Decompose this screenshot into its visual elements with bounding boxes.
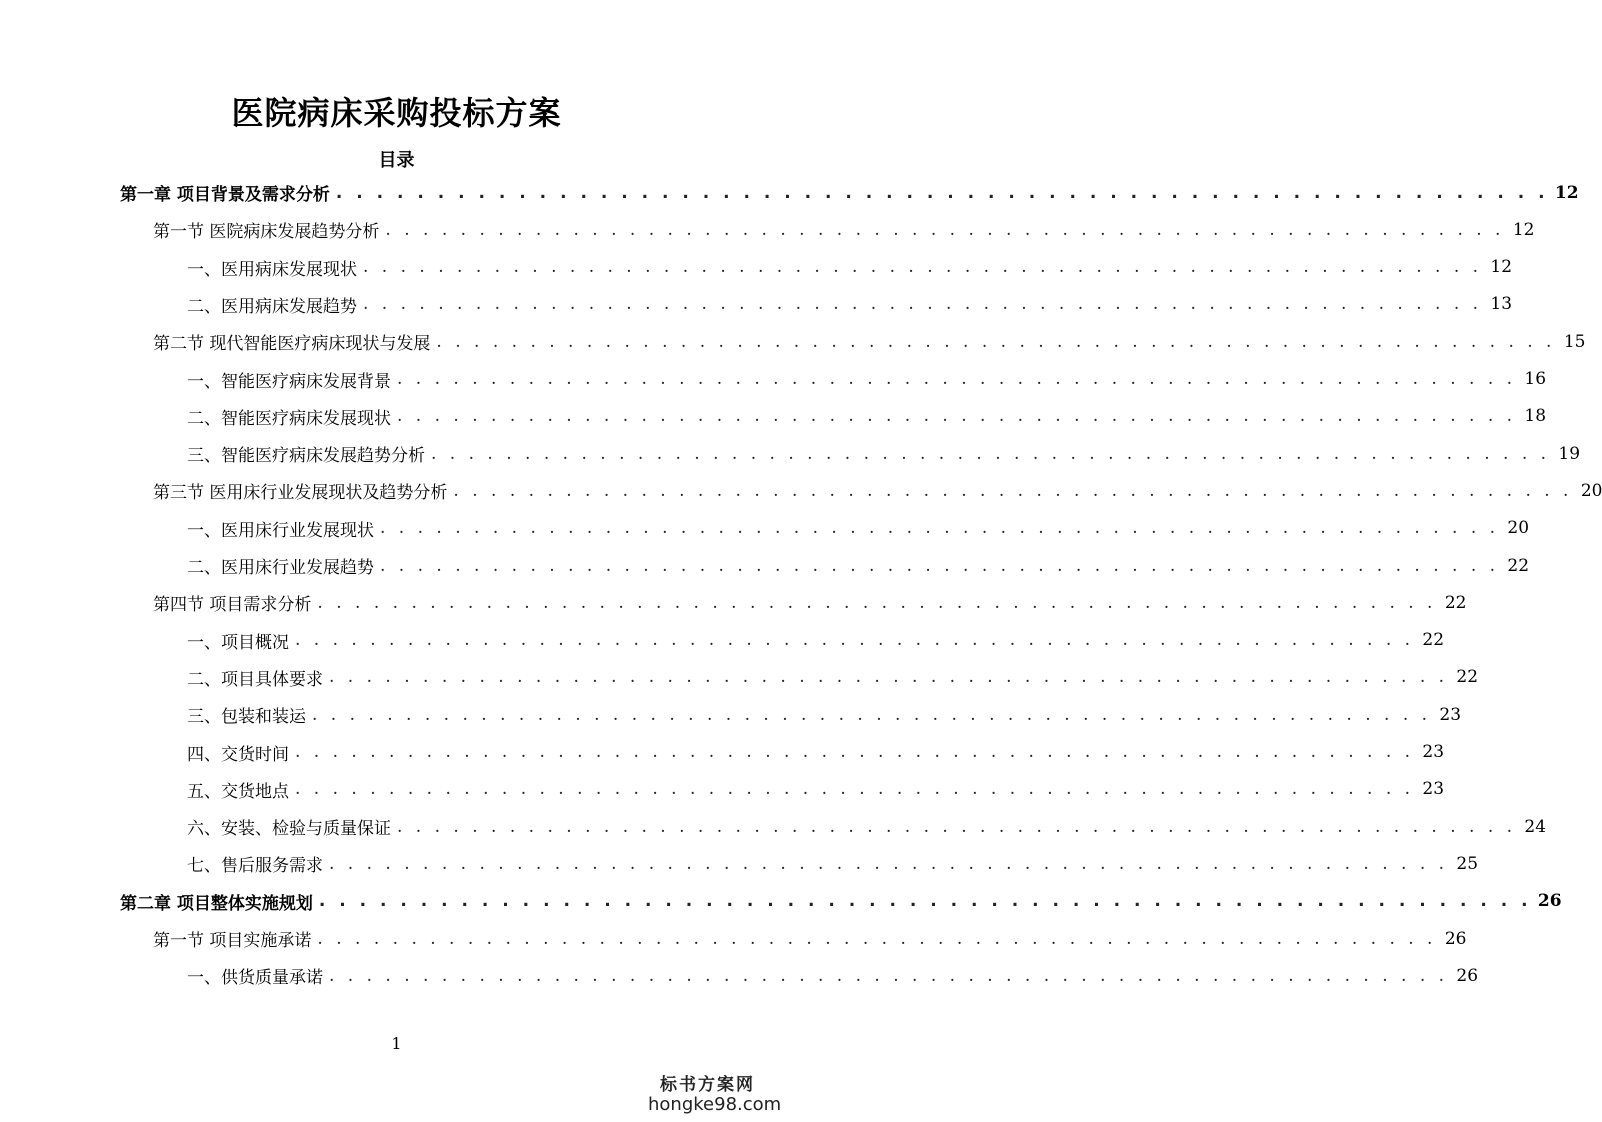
- toc-entry-label: 四、交货时间: [187, 744, 289, 765]
- toc-entry[interactable]: [187, 696, 1462, 733]
- toc-entry[interactable]: [187, 808, 1547, 845]
- toc-entry[interactable]: [153, 323, 1586, 360]
- page-number: 1: [391, 1034, 402, 1053]
- toc-entry-label: 第二章 项目整体实施规划: [120, 893, 313, 914]
- toc-entry-label: 一、项目概况: [187, 632, 289, 653]
- toc-entry-page: 22: [1422, 630, 1445, 651]
- toc-entry-page: 20: [1507, 518, 1530, 539]
- toc-leader-dots: . . . . . . . . . . . . . . . . . . . . . . . . . . . . . . . . . . . . . . . . . . . . . . . . . . . . . . . . . . . .: [335, 182, 1549, 203]
- toc-leader-dots: . . . . . . . . . . . . . . . . . . . . . . . . . . . . . . . . . . . . . . . . . . . . . . . . . . . . . . . . . . . .: [380, 555, 1500, 576]
- watermark-site-name: 标书方案网: [660, 1075, 755, 1095]
- toc-entry[interactable]: [187, 734, 1445, 771]
- toc-entry[interactable]: [153, 211, 1535, 248]
- toc-leader-dots: . . . . . . . . . . . . . . . . . . . . . . . . . . . . . . . . . . . . . . . . . . . . . . . . . . . . . . . . . . . .: [329, 965, 1449, 986]
- toc-entry-page: 22: [1507, 555, 1530, 576]
- toc-leader-dots: . . . . . . . . . . . . . . . . . . . . . . . . . . . . . . . . . . . . . . . . . . . . . . . . . . . . . . . . . . . .: [318, 891, 1532, 912]
- toc-leader-dots: . . . . . . . . . . . . . . . . . . . . . . . . . . . . . . . . . . . . . . . . . . . . . . . . . . . . . . . . . . . .: [317, 592, 1437, 613]
- toc-entry-label: 第一节 项目实施承诺: [153, 931, 312, 951]
- toc-leader-dots: . . . . . . . . . . . . . . . . . . . . . . . . . . . . . . . . . . . . . . . . . . . . . . . . . . . . . . . . . . . .: [397, 406, 1517, 427]
- toc-leader-dots: . . . . . . . . . . . . . . . . . . . . . . . . . . . . . . . . . . . . . . . . . . . . . . . . . . . . . . . . . . . .: [295, 630, 1415, 651]
- toc-entry-page: 20: [1580, 480, 1602, 501]
- toc-entry-label: 二、医用床行业发展趋势: [187, 558, 374, 578]
- toc-entry-label: 三、智能医疗病床发展趋势分析: [187, 446, 425, 467]
- toc-entry[interactable]: [187, 398, 1547, 435]
- toc-entry-page: 16: [1524, 369, 1547, 389]
- toc-leader-dots: . . . . . . . . . . . . . . . . . . . . . . . . . . . . . . . . . . . . . . . . . . . . . . . . . . . . . . . . . . . .: [295, 779, 1415, 800]
- toc-entry-label: 三、包装和装运: [187, 707, 306, 728]
- toc-entry-label: 一、供货质量承诺: [187, 968, 323, 989]
- toc-entry[interactable]: [187, 845, 1479, 882]
- toc-leader-dots: . . . . . . . . . . . . . . . . . . . . . . . . . . . . . . . . . . . . . . . . . . . . . . . . . . . . . . . . . . . .: [436, 331, 1556, 352]
- toc-leader-dots: . . . . . . . . . . . . . . . . . . . . . . . . . . . . . . . . . . . . . . . . . . . . . . . . . . . . . . . . . . . .: [363, 294, 1483, 315]
- toc-entry[interactable]: [187, 957, 1479, 994]
- toc-entry[interactable]: [187, 286, 1513, 323]
- toc-entry-label: 第二节 现代智能医疗病床现状与发展: [153, 334, 431, 355]
- toc-entry-page: 15: [1563, 331, 1586, 352]
- toc-entry-label: 一、医用病床发展现状: [187, 259, 357, 280]
- toc-entry-label: 第三节 医用床行业发展现状及趋势分析: [153, 483, 448, 504]
- toc-entry[interactable]: [187, 622, 1445, 659]
- toc-entry[interactable]: [187, 510, 1530, 547]
- toc-entry[interactable]: [187, 361, 1547, 398]
- toc-entry[interactable]: [187, 435, 1581, 472]
- toc-entry-page: 26: [1537, 891, 1562, 912]
- toc-leader-dots: . . . . . . . . . . . . . . . . . . . . . . . . . . . . . . . . . . . . . . . . . . . . . . . . . . . . . . . . . . . .: [363, 257, 1483, 278]
- toc-entry-page: 23: [1422, 742, 1445, 762]
- toc-leader-dots: . . . . . . . . . . . . . . . . . . . . . . . . . . . . . . . . . . . . . . . . . . . . . . . . . . . . . . . . . . . .: [397, 369, 1517, 389]
- toc-entry-page: 12: [1490, 257, 1513, 278]
- toc-leader-dots: . . . . . . . . . . . . . . . . . . . . . . . . . . . . . . . . . . . . . . . . . . . . . . . . . . . . . . . . . . . .: [317, 928, 1437, 949]
- toc-entry-page: 22: [1456, 667, 1479, 688]
- toc-entry-page: 26: [1444, 928, 1467, 949]
- toc-leader-dots: . . . . . . . . . . . . . . . . . . . . . . . . . . . . . . . . . . . . . . . . . . . . . . . . . . . . . . . . . . . .: [431, 443, 1551, 464]
- toc-entry-page: 23: [1439, 704, 1462, 725]
- toc-entry-label: 第一节 医院病床发展趋势分析: [153, 222, 380, 243]
- toc-entry-label: 第一章 项目背景及需求分析: [120, 185, 330, 205]
- toc-entry[interactable]: [153, 920, 1467, 957]
- toc-entry-page: 12: [1512, 219, 1535, 240]
- toc-entry[interactable]: [187, 659, 1479, 696]
- toc-entry-page: 25: [1456, 853, 1479, 874]
- toc-entry-label: 二、医用病床发展趋势: [187, 296, 357, 317]
- toc-entry-label: 六、安装、检验与质量保证: [187, 819, 391, 840]
- toc-entry[interactable]: [153, 472, 1602, 509]
- toc-entry-label: 第四节 项目需求分析: [153, 595, 312, 616]
- toc-leader-dots: . . . . . . . . . . . . . . . . . . . . . . . . . . . . . . . . . . . . . . . . . . . . . . . . . . . . . . . . . . . .: [329, 853, 1449, 874]
- toc-entry-label: 五、交货地点: [187, 781, 289, 802]
- toc-entry-label: 七、售后服务需求: [187, 856, 323, 877]
- toc-leader-dots: . . . . . . . . . . . . . . . . . . . . . . . . . . . . . . . . . . . . . . . . . . . . . . . . . . . . . . . . . . . .: [329, 667, 1449, 688]
- toc-entry-page: 26: [1456, 965, 1479, 986]
- toc-entry-page: 24: [1524, 816, 1547, 837]
- toc-leader-dots: . . . . . . . . . . . . . . . . . . . . . . . . . . . . . . . . . . . . . . . . . . . . . . . . . . . . . . . . . . . .: [380, 518, 1500, 539]
- toc-leader-dots: . . . . . . . . . . . . . . . . . . . . . . . . . . . . . . . . . . . . . . . . . . . . . . . . . . . . . . . . . . . .: [397, 816, 1517, 837]
- toc-entry-page: 13: [1490, 294, 1513, 315]
- toc-entry[interactable]: [120, 883, 1562, 920]
- toc-heading: 目录: [378, 150, 415, 171]
- toc-entry[interactable]: [120, 174, 1579, 211]
- toc-leader-dots: . . . . . . . . . . . . . . . . . . . . . . . . . . . . . . . . . . . . . . . . . . . . . . . . . . . . . . . . . . . .: [385, 219, 1505, 240]
- toc-entry-page: 19: [1558, 443, 1581, 464]
- toc-entry-label: 一、智能医疗病床发展背景: [187, 371, 391, 392]
- toc-entry[interactable]: [187, 771, 1445, 808]
- toc-entry[interactable]: [187, 249, 1513, 286]
- toc-entry-page: 12: [1554, 182, 1579, 203]
- toc-entry-page: 23: [1422, 779, 1445, 800]
- watermark-url: hongke98.com: [648, 1094, 782, 1115]
- toc-entry-label: 一、医用床行业发展现状: [187, 520, 374, 541]
- toc-entry-page: 18: [1524, 406, 1547, 427]
- toc-leader-dots: . . . . . . . . . . . . . . . . . . . . . . . . . . . . . . . . . . . . . . . . . . . . . . . . . . . . . . . . . . . .: [453, 480, 1573, 501]
- toc-entry-label: 二、智能医疗病床发展现状: [187, 408, 391, 429]
- toc-leader-dots: . . . . . . . . . . . . . . . . . . . . . . . . . . . . . . . . . . . . . . . . . . . . . . . . . . . . . . . . . . . .: [295, 742, 1415, 762]
- toc-entry-label: 二、项目具体要求: [187, 669, 323, 690]
- toc-leader-dots: . . . . . . . . . . . . . . . . . . . . . . . . . . . . . . . . . . . . . . . . . . . . . . . . . . . . . . . . . . . .: [312, 704, 1432, 725]
- toc-entry[interactable]: [187, 547, 1530, 584]
- document-title: 医院病床采购投标方案: [231, 94, 562, 132]
- toc-entry[interactable]: [153, 584, 1467, 621]
- toc-entry-page: 22: [1444, 592, 1467, 613]
